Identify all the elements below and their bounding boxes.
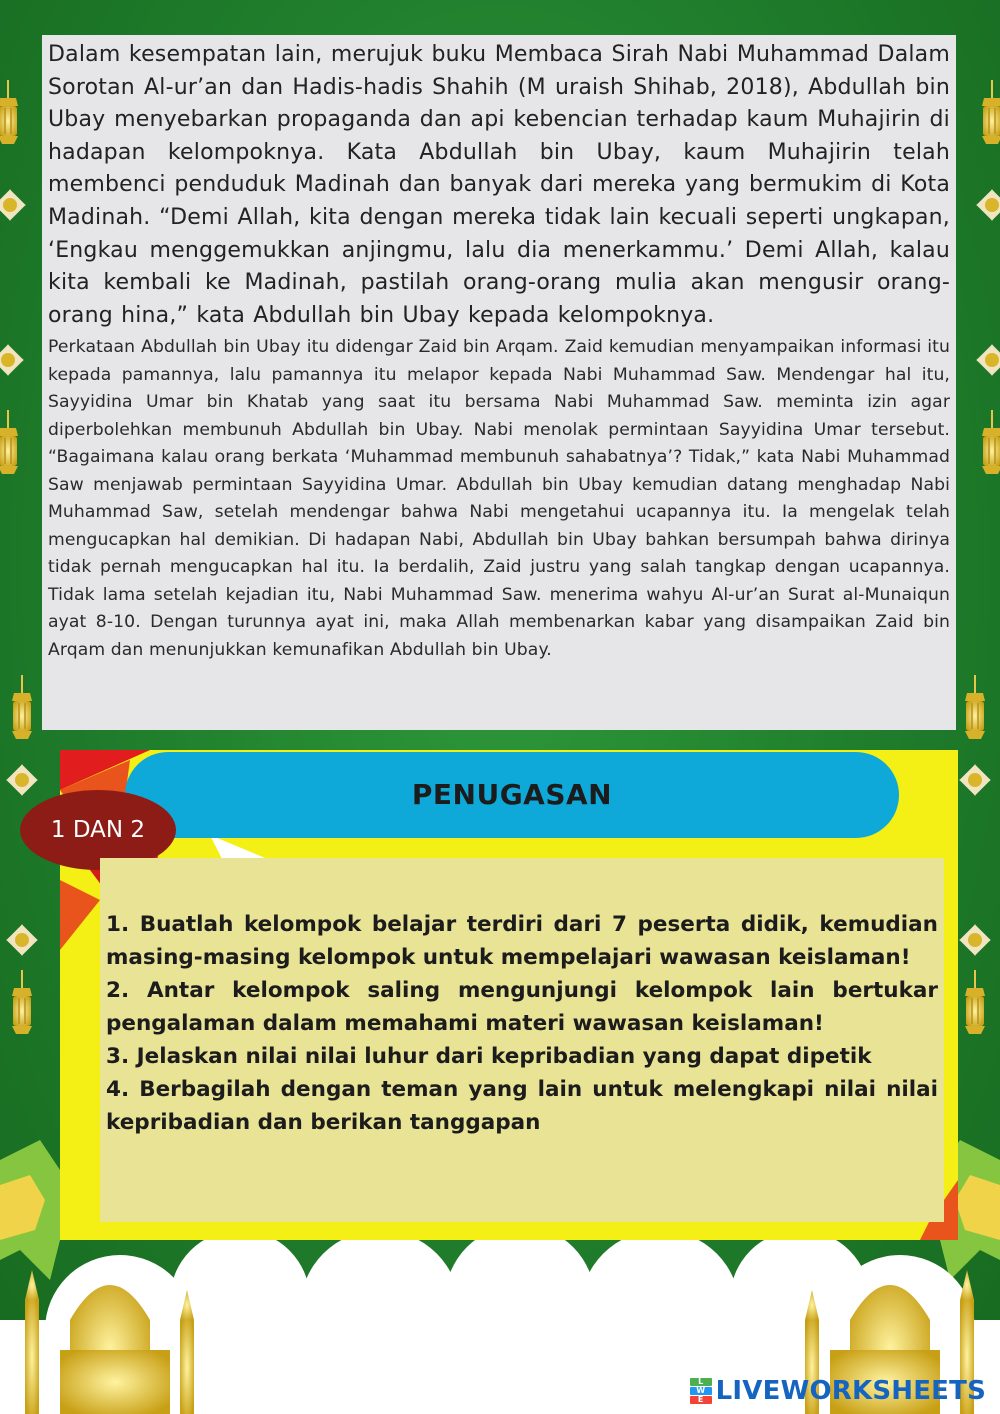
- star-ornament-icon: [959, 924, 991, 956]
- assignment-item-2: 2. Antar kelompok saling mengunjungi kelompok lain bertukar pengalaman dalam memahami materi wawasan keislaman!: [106, 978, 938, 1036]
- lantern-icon: [12, 675, 32, 739]
- lantern-icon: [12, 970, 32, 1034]
- logo-letter: E: [690, 1396, 712, 1404]
- star-ornament-icon: [959, 764, 991, 796]
- star-ornament-icon: [0, 344, 24, 376]
- assignment-item-4: 4. Berbagilah dengan teman yang lain untuk melengkapi nilai nilai kepribadian dan berikan tanggapan: [106, 1077, 938, 1135]
- star-ornament-icon: [6, 924, 38, 956]
- lantern-icon: [0, 80, 18, 144]
- star-ornament-icon: [0, 189, 26, 221]
- reading-paragraph-2: Perkataan Abdullah bin Ubay itu didengar Zaid bin Arqam. Zaid kemudian menyampaikan informasi itu kepada pamannya, lalu pamannya itu melapor kepada Nabi Muhammad Saw. Mendengar hal itu, Sayyidina Umar bin Khatab yang saat itu bersama Nabi Muhammad Saw. meminta izin agar diperbolehkan membunuh Abdullah bin Ubay. Nabi menolak permintaan Sayyidina Umar tersebut. “Bagaimana kalau orang berkata ‘Muhammad membunuh sahabatnya’? Tidak,” kata Nabi Muhammad Saw menjawab permintaan Sayyidina Umar. Abdullah bin Ubay kemudian datang menghadap Nabi Muhammad Saw, setelah mendengar bahwa Nabi mengetahui ucapannya itu. Ia mengelak telah mengucapkan hal demikian. Di hadapan Nabi, Abdullah bin Ubay bahkan bersumpah bahwa dirinya tidak pernah mengucapkan hal itu. Ia berdalih, Zaid justru yang salah tangkap dengan ucapannya. Tidak lama setelah kejadian itu, Nabi Muhammad Saw. menerima wahyu Al-ur’an Surat al-Munaiqun ayat 8-10. Dengan turunnya ayat ini, maka Allah membenarkan kabar yang disampaikan Zaid bin Arqam dan menunjukkan kemunafikan Abdullah bin Ubay.: [48, 337, 950, 660]
- reading-passage: [42, 35, 956, 730]
- lantern-icon: [982, 410, 1000, 474]
- assignment-list: [100, 858, 944, 1222]
- star-ornament-icon: [976, 344, 1000, 376]
- assignment-item-3: 3. Jelaskan nilai nilai luhur dari kepribadian yang dapat dipetik: [106, 1044, 872, 1069]
- side-ornaments-left: [0, 80, 38, 1034]
- lantern-icon: [0, 410, 18, 474]
- lantern-icon: [965, 675, 985, 739]
- liveworksheets-brand[interactable]: [690, 1374, 986, 1408]
- star-ornament-icon: [6, 764, 38, 796]
- logo-letter: W: [690, 1387, 712, 1395]
- lantern-icon: [965, 970, 985, 1034]
- assignment-item-1: 1. Buatlah kelompok belajar terdiri dari 7 peserta didik, kemudian masing-masing kelompok untuk mempelajari wawasan keislaman!: [106, 912, 938, 970]
- reading-paragraph-1: Dalam kesempatan lain, merujuk buku Membaca Sirah Nabi Muhammad Dalam Sorotan Al-ur’an dan Hadis-hadis Shahih (M uraish Shihab, 2018), Abdullah bin Ubay menyebarkan propaganda dan api kebencian terhadap kaum Muhajirin di hadapan kelompoknya. Kata Abdullah bin Ubay, kaum Muhajirin telah membenci penduduk Madinah dan banyak dari mereka yang bermukim di Kota Madinah. “Demi Allah, kita dengan mereka tidak lain kecuali seperti ungkapan, ‘Engkau menggemukkan anjingmu, lalu dia menerkammu.’ Demi Allah, kalau kita kembali ke Madinah, pastilah orang-orang mulia akan mengusir orang-orang hina,” kata Abdullah bin Ubay kepada kelompoknya.: [48, 42, 950, 328]
- brand-name: LIVEWORKSHEETS: [715, 1376, 986, 1406]
- side-ornaments-right: [959, 80, 1000, 1034]
- logo-letter: L: [690, 1378, 712, 1386]
- liveworksheets-logo-icon: [690, 1377, 712, 1405]
- assignment-title: PENUGASAN: [411, 778, 613, 811]
- assignment-badge: 1 DAN 2: [20, 790, 176, 870]
- lantern-icon: [982, 80, 1000, 144]
- star-ornament-icon: [976, 189, 1000, 221]
